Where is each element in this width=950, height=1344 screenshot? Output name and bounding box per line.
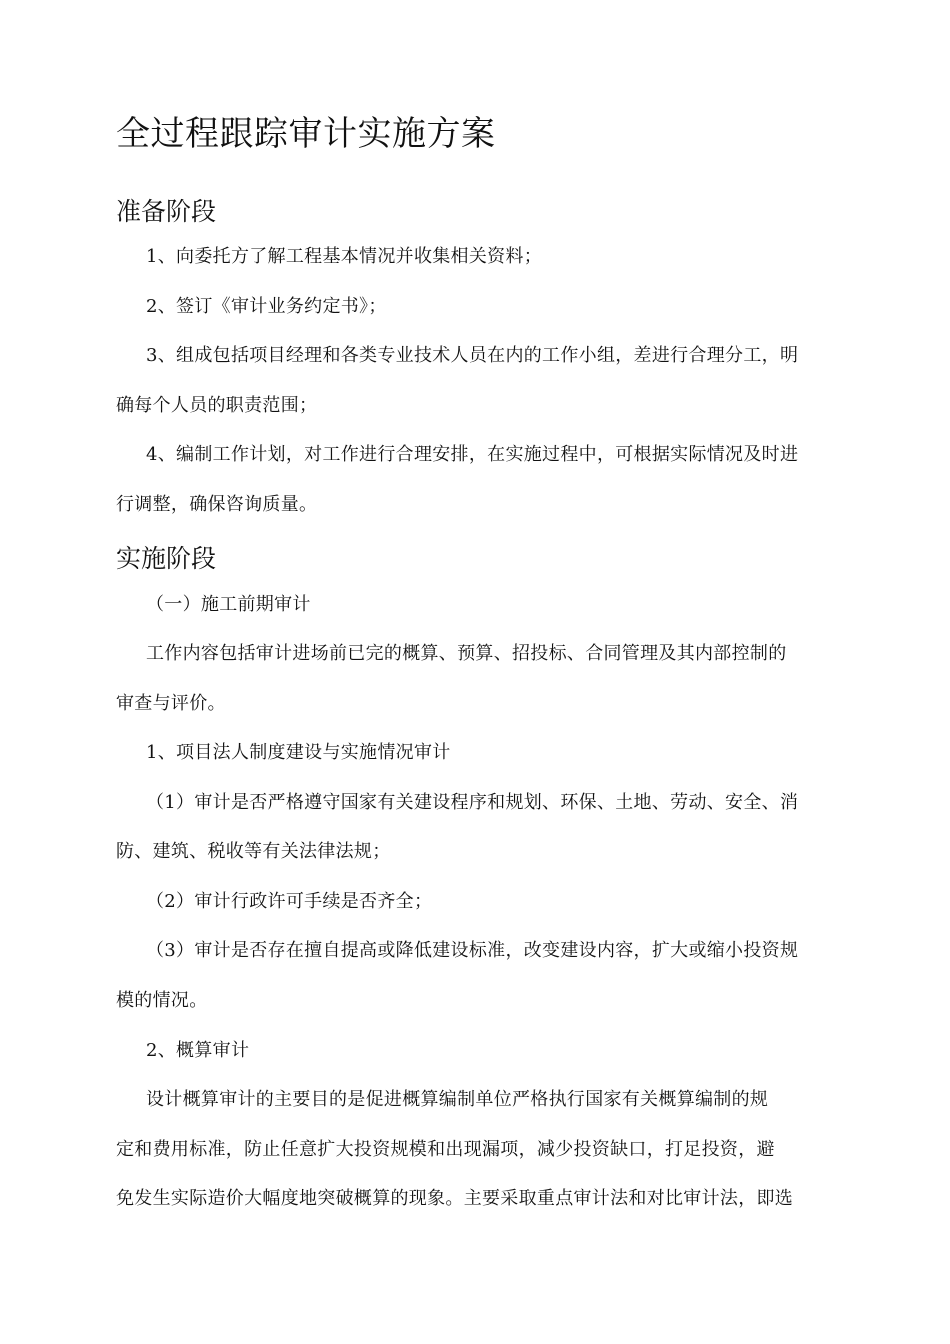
paragraph-line: 4、编制工作计划，对工作进行合理安排，在实施过程中，可根据实际情况及时进	[146, 444, 799, 465]
paragraph-line: 确每个人员的职责范围；	[116, 395, 318, 416]
paragraph-line: 1、向委托方了解工程基本情况并收集相关资料；	[146, 246, 543, 267]
section-heading-implementation: 实施阶段	[116, 544, 217, 573]
paragraph-line: 2、签订《审计业务约定书》；	[146, 296, 387, 317]
paragraph-line: 工作内容包括审计进场前已完的概算、预算、招投标、合同管理及其内部控制的	[146, 643, 787, 664]
subsection-heading: （一）施工前期审计	[146, 594, 311, 615]
paragraph-line: 模的情况。	[116, 990, 208, 1011]
paragraph-line: （2）审计行政许可手续是否齐全；	[146, 891, 433, 912]
paragraph-line: 2、概算审计	[146, 1040, 250, 1061]
paragraph-line: 行调整，确保咨询质量。	[116, 494, 318, 515]
paragraph-line: （1）审计是否严格遵守国家有关建设程序和规划、环保、土地、劳动、安全、消	[146, 792, 799, 813]
paragraph-line: （3）审计是否存在擅自提高或降低建设标准，改变建设内容，扩大或缩小投资规	[146, 940, 799, 961]
document-title: 全过程跟踪审计实施方案	[116, 114, 496, 154]
paragraph-line: 定和费用标准，防止任意扩大投资规模和出现漏项，减少投资缺口，打足投资，避	[116, 1139, 775, 1160]
paragraph-line: 审查与评价。	[116, 693, 226, 714]
paragraph-line: 1、项目法人制度建设与实施情况审计	[146, 742, 451, 763]
paragraph-line: 免发生实际造价大幅度地突破概算的现象。主要采取重点审计法和对比审计法，即选	[116, 1188, 794, 1209]
paragraph-line: 3、组成包括项目经理和各类专业技术人员在内的工作小组，差进行合理分工，明	[146, 345, 799, 366]
paragraph-line: 设计概算审计的主要目的是促进概算编制单位严格执行国家有关概算编制的规	[146, 1089, 769, 1110]
section-heading-preparation: 准备阶段	[116, 197, 217, 226]
paragraph-line: 防、建筑、税收等有关法律法规；	[116, 841, 391, 862]
